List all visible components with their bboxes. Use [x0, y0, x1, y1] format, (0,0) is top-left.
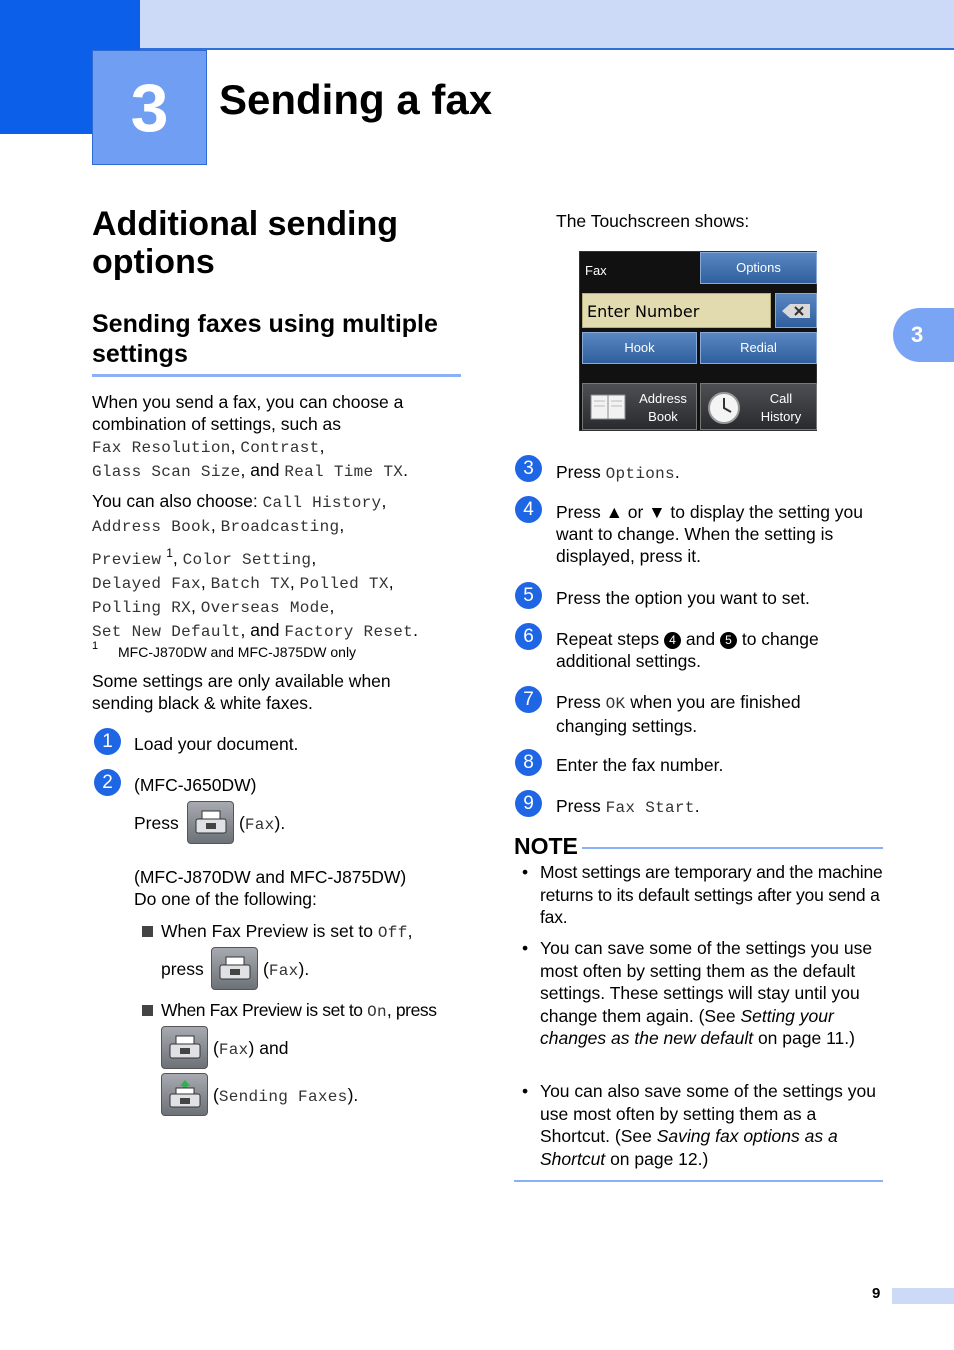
footnote-mark: 1 — [92, 640, 99, 652]
step-3-number: 3 — [515, 455, 542, 482]
step-2-model2: (MFC-J870DW and MFC-J875DW) Do one of the following: — [134, 867, 407, 909]
chapter-side-tab[interactable]: 3 — [893, 308, 954, 362]
bw-note: Some settings are only available when sending black & white faxes. — [92, 671, 391, 713]
step-6-text: Repeat steps 4 and 5 to change additional settings. — [556, 629, 819, 671]
chapter-number-box — [92, 50, 207, 165]
ts-backspace-button[interactable] — [775, 293, 817, 328]
note-item-1: • Most settings are temporary and the machine returns to its default settings after you send a fax. — [522, 862, 883, 927]
note-item-3: • You can also save some of the settings you use most often by setting them as a Shortcut. (See Saving fax options as a Shortcut on page 12.) — [522, 1081, 876, 1169]
sending-fax-icon — [168, 1080, 202, 1110]
footnote-text: MFC-J870DW and MFC-J875DW only — [118, 644, 357, 660]
step-1-text: Load your document. — [134, 734, 299, 754]
step-2-fax-label: (Fax). — [239, 813, 286, 834]
subtitle-rule — [92, 374, 461, 377]
ts-address-book-button[interactable]: Address Book — [582, 383, 697, 430]
step-8-number: 8 — [515, 749, 542, 776]
step-5-number: 5 — [515, 582, 542, 609]
step-4-text: Press ▲ or ▼ to display the setting you want to change. When the setting is displayed, press it. — [556, 502, 864, 566]
ts-redial-button[interactable]: Redial — [700, 332, 817, 364]
bullet-square — [142, 926, 153, 937]
step-4-number: 4 — [515, 496, 542, 523]
clock-icon — [706, 390, 742, 426]
ts-options-button[interactable]: Options — [700, 252, 817, 284]
touchscreen-image — [579, 251, 817, 431]
fax-machine-icon — [218, 955, 252, 983]
chapter-title: Sending a fax — [219, 76, 493, 123]
note-rule-bottom — [514, 1180, 883, 1182]
page-number: 9 — [872, 1285, 881, 1302]
fax-button-icon-2[interactable] — [211, 947, 258, 990]
also-choose-paragraph: You can also choose: Call History, Address Book, Broadcasting, Preview $^1$, Color Setting, Delayed Fax, Batch TX, Polled TX, Polling RX, Overseas Mode, Set New Default, and Factory Reset. — [92, 491, 418, 641]
step-8-text: Enter the fax number. — [556, 755, 724, 775]
step-1-number: 1 — [94, 728, 121, 755]
option-preview-on: When Fax Preview is set to On, press — [161, 1000, 437, 1021]
option-preview-off-press: press — [161, 959, 204, 979]
intro-paragraph: When you send a fax, you can choose a combination of settings, such as Fax Resolution, Contrast, Glass Scan Size, and Real Time TX. — [92, 392, 409, 481]
note-title: NOTE — [514, 833, 578, 859]
step-5-text: Press the option you want to set. — [556, 588, 810, 608]
sending-faxes-button-icon[interactable] — [161, 1073, 208, 1116]
option-preview-off-fax: (Fax). — [263, 959, 310, 980]
note-item-2: • You can save some of the settings you use most often by setting them as the default settings. These settings will stay until you change them again. (See Setting your changes as the new default on page 11.) — [522, 938, 873, 1048]
page-number-bar — [892, 1288, 954, 1304]
ts-header: Fax — [585, 263, 607, 278]
section-subtitle: Sending faxes using multiple settings — [92, 310, 438, 368]
step-7-text: Press OK when you are finished changing settings. — [556, 692, 801, 736]
option-preview-on-fax: (Fax) and — [213, 1038, 289, 1059]
step-6-number: 6 — [515, 623, 542, 650]
step-7-number: 7 — [515, 686, 542, 713]
bullet-square — [142, 1005, 153, 1016]
ts-hook-button[interactable]: Hook — [582, 332, 697, 364]
step-2-number: 2 — [94, 769, 121, 796]
section-title: Additional sending options — [92, 205, 398, 281]
step-3-text: Press Options. — [556, 462, 680, 483]
step-9-text: Press Fax Start. — [556, 796, 700, 817]
fax-button-icon[interactable] — [187, 801, 234, 844]
ts-number-field[interactable]: Enter Number — [582, 293, 771, 328]
option-sending-faxes: (Sending Faxes). — [213, 1085, 359, 1106]
backspace-icon — [782, 304, 810, 318]
address-book-icon — [589, 393, 627, 421]
note-rule-top — [582, 847, 883, 849]
fax-machine-icon — [194, 809, 228, 837]
ts-call-history-button[interactable]: Call History — [700, 383, 817, 430]
fax-button-icon-3[interactable] — [161, 1026, 208, 1069]
step-9-number: 9 — [515, 790, 542, 817]
header-rule — [140, 48, 954, 50]
option-preview-off: When Fax Preview is set to Off, — [161, 921, 413, 942]
chapter-number: 3 — [130, 69, 169, 146]
step-2-press: Press — [134, 813, 179, 833]
header-band — [0, 0, 954, 49]
touchscreen-caption: The Touchscreen shows: — [556, 211, 750, 231]
step-2-model: (MFC-J650DW) — [134, 775, 257, 795]
fax-machine-icon — [168, 1034, 202, 1062]
